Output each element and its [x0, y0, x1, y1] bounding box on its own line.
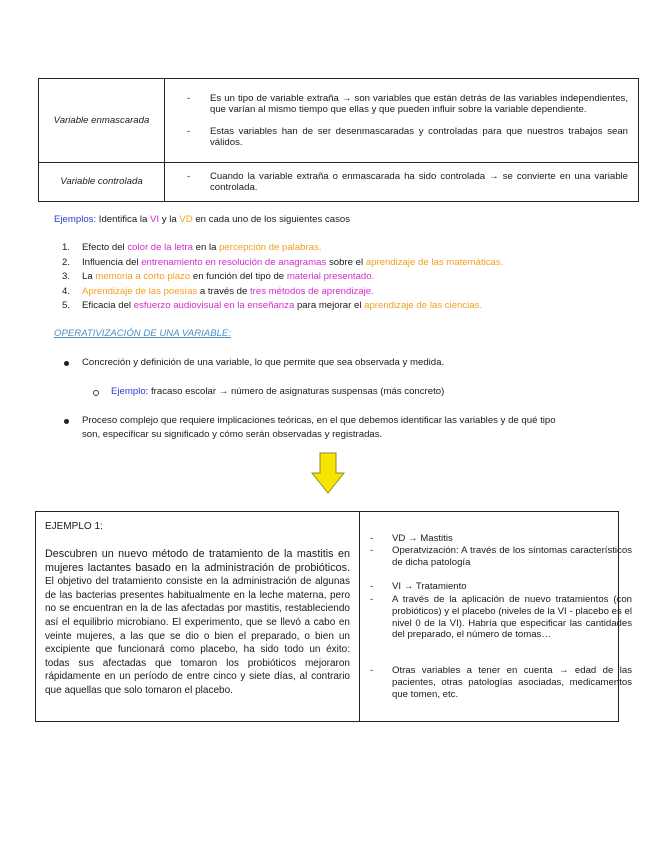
- example-description: [36, 512, 360, 721]
- case-number: 2.: [62, 256, 71, 268]
- example-text-body: El objetivo del tratamiento consiste en la administración de algunas de las bacterias presentes habitualmente en la leche materna, pero no se encuentran en la de las afectadas por mastitis, restableciendo así el equilibrio microbiano. El experimento, que se llevó a cabo en veinte mujeres, a las que se dio o bien el preparado, o bien un excipiente que funcionará como placebo, ha sido todo un éxito: todas sus afectadas que tomaron los probióticos mejoraron rápidamente en un período de entre cinco y siete días, al contrario que aquellas que solo tomaron el placebo.: [45, 576, 350, 696]
- list-item: - Es un tipo de variable extraña → son variables que están detrás de las variables independientes, que varían al mismo tiempo que ellas y que pueden influir sobre la variable dependiente.: [187, 92, 628, 115]
- case-text: Eficacia del: [82, 300, 134, 312]
- term-cell: [39, 163, 165, 202]
- list-item: - VI → Tratamiento: [370, 581, 467, 592]
- case-number: 5.: [62, 300, 71, 312]
- example-analysis: [360, 512, 632, 721]
- example-title: EJEMPLO 1:: [45, 521, 103, 532]
- cases-list: [62, 241, 503, 314]
- case-text: tres métodos de aprendizaje.: [250, 285, 374, 297]
- bullet-text: son, especificar su significado y cómo serán observadas y registradas.: [82, 429, 383, 440]
- example-text: : fracaso escolar → número de asignaturas suspensas (más concreto): [145, 386, 445, 397]
- case-number: 3.: [62, 271, 71, 283]
- list-item: - A través de la aplicación de nuevo tratamientos (con probióticos) y el placebo (niveles de la VI - placebo es el nivel 0 de la VI). Habría que especificar las cantidades del preparado, el número de tomas…: [370, 594, 632, 641]
- case-number: 1.: [62, 242, 71, 253]
- examples-intro: [54, 214, 350, 225]
- case-item: [62, 299, 503, 314]
- intro-text: y la: [159, 214, 180, 225]
- description-cell: [165, 79, 639, 163]
- case-text: en función del tipo de: [190, 271, 287, 283]
- list-item: - Cuando la variable extraña o enmascarada ha sido controlada → se convierte en una variable controlada.: [187, 170, 628, 193]
- analysis-text: A través de la aplicación de nuevo tratamientos (con probióticos) y el placebo (niveles de la VI - placebo es el nivel 0 de la VI). Habría que especificar las cantidades del preparado, el número de tomas…: [392, 594, 632, 641]
- example-box: [35, 511, 632, 722]
- case-item: [62, 241, 503, 256]
- bullet-text: Estas variables han de ser desenmascaradas y controladas para que nuestros trabajos sean válidos.: [210, 125, 628, 148]
- case-text: entrenamiento en resolución de anagramas: [141, 256, 327, 268]
- example-text-lead: Descubren un nuevo método de tratamiento de la mastitis en mujeres lactantes basado en la administración de probióticos.: [45, 548, 350, 574]
- table-row: [39, 163, 639, 202]
- term-label: Variable controlada: [60, 176, 143, 188]
- definitions-table: [38, 78, 639, 202]
- case-number: 4.: [62, 285, 71, 297]
- list-item: - VD → Mastitis: [370, 533, 453, 544]
- vd-label: VD: [179, 214, 193, 225]
- bullet-dot: [64, 361, 69, 366]
- example-label: Ejemplo: [111, 386, 146, 397]
- analysis-text: VI → Tratamiento: [392, 581, 467, 592]
- bullet-text: Es un tipo de variable extraña → son variables que están detrás de las variables independientes, que varían al mismo tiempo que ellas y que pueden influir sobre la variable dependiente.: [210, 92, 628, 115]
- description-cell: [165, 163, 639, 202]
- bullet-dot: [64, 419, 69, 424]
- bullet-ring: [93, 390, 99, 396]
- case-text: La: [82, 271, 96, 283]
- down-arrow-icon: [311, 452, 345, 494]
- case-text: Influencia del: [82, 256, 142, 268]
- case-text: aprendizaje de las matemáticas.: [365, 256, 504, 268]
- term-label: Variable enmascarada: [53, 114, 150, 126]
- analysis-text: VD → Mastitis: [392, 533, 453, 544]
- table-row: [39, 79, 639, 163]
- case-text: en la: [192, 242, 220, 253]
- example-text: [45, 548, 350, 698]
- case-text: material presentado.: [286, 271, 375, 283]
- case-text: percepción de palabras.: [219, 242, 322, 253]
- sub-bullet: [111, 386, 444, 397]
- list-item: - Estas variables han de ser desenmascaradas y controladas para que nuestros trabajos sean válidos.: [187, 125, 628, 148]
- case-text: esfuerzo audiovisual en la enseñanza: [133, 300, 295, 312]
- list-item: - Otras variables a tener en cuenta → edad de las pacientes, otras patologías asociadas, medicamentos que tomen, etc.: [370, 665, 632, 700]
- intro-text: en cada uno de los siguientes casos: [192, 214, 351, 225]
- term-cell: [39, 79, 165, 163]
- case-text: aprendizaje de las ciencias.: [364, 300, 483, 312]
- case-text: Efecto del: [82, 242, 128, 253]
- bullet-text: Concreción y definición de una variable, lo que permite que sea observada y medida.: [82, 357, 445, 368]
- case-text: Aprendizaje de las poesías: [82, 285, 198, 297]
- bullet-text: Proceso complejo que requiere implicaciones teóricas, en el que debemos identificar las variables y de qué tipo: [82, 415, 556, 426]
- examples-label: Ejemplos:: [54, 214, 97, 225]
- case-text: memoria a corto plazo: [95, 271, 191, 283]
- case-item: [62, 285, 503, 300]
- analysis-text: Otras variables a tener en cuenta → edad de las pacientes, otras patologías asociadas, medicamentos que tomen, etc.: [392, 665, 632, 700]
- case-text: color de la letra: [127, 242, 193, 253]
- list-item: - Operatvización: A través de los síntomas característicos de dicha patología: [370, 545, 632, 568]
- section-heading: OPERATIVIZACIÓN DE UNA VARIABLE:: [54, 328, 231, 339]
- analysis-text: Operatvización: A través de los síntomas característicos de dicha patología: [392, 545, 632, 568]
- bullet-text: Cuando la variable extraña o enmascarada ha sido controlada → se convierte en una variable controlada.: [210, 170, 628, 193]
- case-text: sobre el: [326, 256, 366, 268]
- case-text: a través de: [197, 285, 250, 297]
- case-item: [62, 270, 503, 285]
- case-item: [62, 256, 503, 271]
- case-text: para mejorar el: [294, 300, 365, 312]
- vi-label: VI: [150, 214, 160, 225]
- intro-text: Identifica la: [96, 214, 150, 225]
